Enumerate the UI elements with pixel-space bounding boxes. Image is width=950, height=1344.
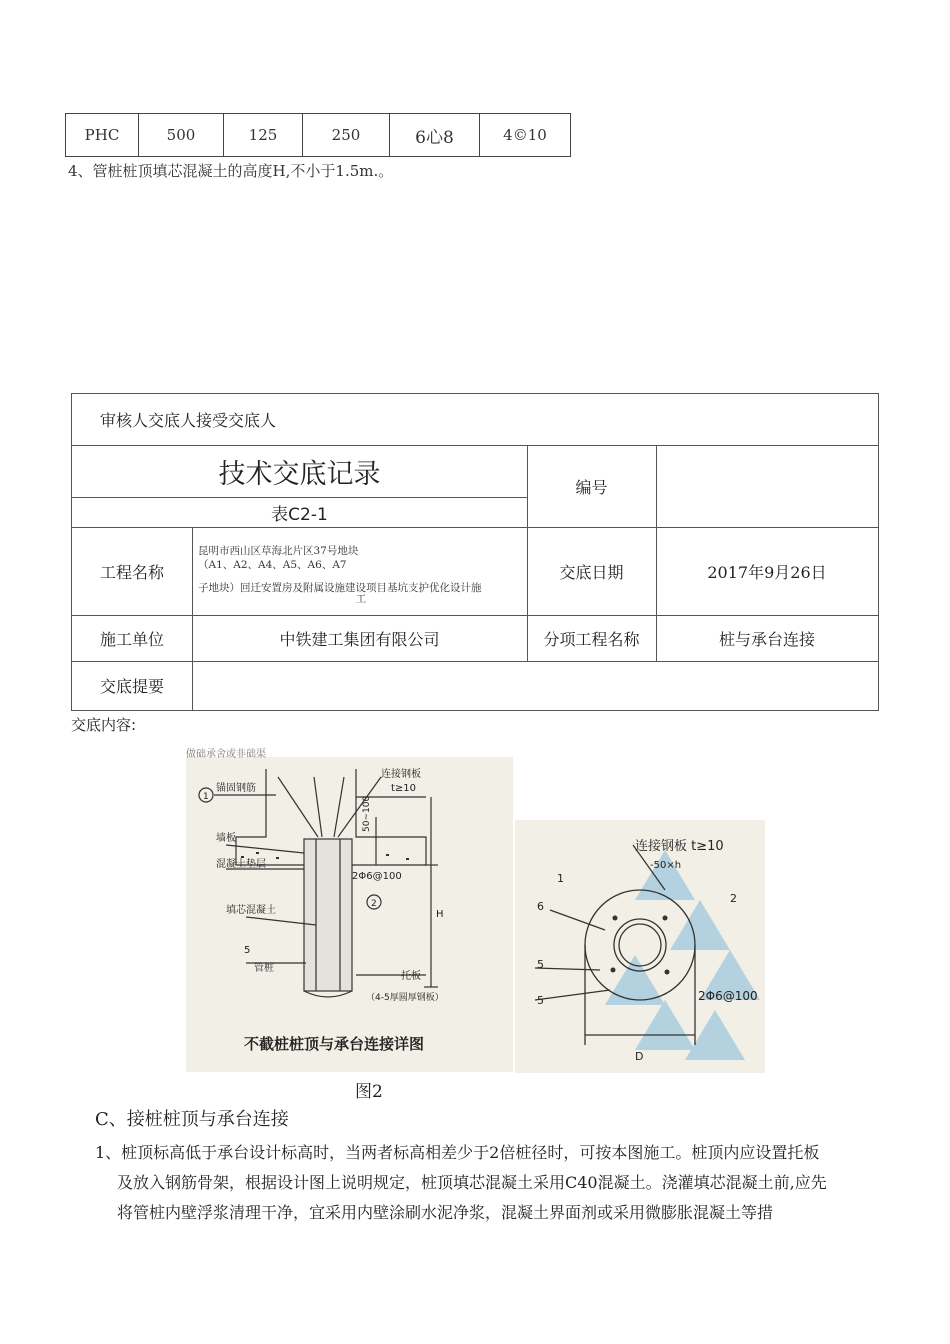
section-heading: C、接桩桩顶与承台连接 [95, 1109, 289, 1130]
pile-cap-plan-drawing [515, 820, 765, 1073]
signers-row: 审核人交底人接受交底人 [100, 411, 277, 430]
label-h: H [436, 909, 444, 920]
label-cushion: 混凝土垫层 [216, 859, 266, 870]
label-thickness: t≥10 [391, 783, 417, 794]
figure-left-caption: 不截桩桩顶与承台连接详图 [244, 1035, 425, 1053]
label-tray-spec: （4-5厚圆厚钢板） [366, 993, 444, 1003]
table-cell: 500 [139, 114, 224, 157]
label-five-b: 5 [537, 994, 544, 1007]
label-wall: 墙板 [216, 833, 236, 844]
label-plate-plan: 连接钢板 t≥10 [635, 839, 724, 854]
label-five-a: 5 [537, 958, 544, 971]
tech-disclosure-form [71, 393, 879, 711]
label-bar-plan: 2Φ6@100 [698, 989, 758, 1003]
summary-label: 交底提要 [99, 677, 164, 696]
number-value[interactable] [656, 445, 878, 527]
label-fill-concrete: 填芯混凝土 [226, 905, 276, 916]
pile-cap-detail-drawing [186, 757, 513, 1072]
svg-text:1: 1 [557, 872, 564, 885]
pile-spec-table [65, 113, 571, 157]
table-cell: 125 [224, 114, 303, 157]
svg-text:2: 2 [371, 899, 377, 909]
label-plate-size: -50×h [650, 860, 682, 871]
subitem-value: 桩与承台连接 [718, 629, 815, 649]
pile-cap-detail-figure [186, 757, 513, 1072]
label-d: D [635, 1050, 644, 1063]
fig-top-note-text: 做础承舍或非础渠 [186, 749, 266, 760]
contractor-value: 中铁建工集团有限公司 [279, 629, 440, 649]
paragraph: 1、桩顶标高低于承台设计标高时，当两者标高相差少于2倍桩径时，可按本图施工。桩顶内应设置托板 及放入钢筋骨架，根据设计图上说明规定，桩顶填芯混凝土采用C40混凝土。浇灌填芯混凝土前,应先 将管桩内壁浮浆清理干净，宜采用内壁涂刷水泥净浆，混凝土界面剂或采用微膨胀混凝土等措 [95, 1143, 827, 1222]
content-label: 交底内容: [71, 716, 137, 734]
label-bar-spec: 2Φ6@100 [352, 871, 402, 882]
table-row [66, 114, 571, 157]
project-name-label: 工程名称 [99, 562, 164, 582]
svg-text:1: 1 [203, 792, 209, 802]
figure-caption: 图2 [355, 1082, 383, 1102]
pile-cap-plan-figure [515, 820, 765, 1073]
label-five: 5 [244, 945, 251, 956]
table-cell: PHC [66, 114, 139, 157]
label-tray: 托板 [401, 971, 421, 982]
contractor-label: 施工单位 [99, 629, 164, 649]
label-anchor-bar: 锚固钢筋 [216, 783, 256, 794]
table-cell: 250 [303, 114, 390, 157]
project-name-value: 昆明市西山区草海北片区37号地块 （A1、A2、A4、A5、A6、A7 子地块）回迁安置房及附属设施建设项目基坑支护优化设计施 工 [198, 545, 482, 605]
summary-value[interactable] [192, 661, 878, 710]
form-title: 技术交底记录 [218, 458, 381, 490]
table-cell: 6心8 [390, 114, 480, 157]
number-label: 编号 [575, 477, 608, 497]
svg-text:2: 2 [730, 892, 737, 905]
form-code: 表C2-1 [271, 504, 328, 525]
label-six: 6 [537, 900, 544, 913]
table-cell: 4©10 [480, 114, 571, 157]
subitem-label: 分项工程名称 [543, 629, 640, 649]
date-value: 2017年9月26日 [707, 562, 827, 582]
label-pile: 管桩 [254, 963, 274, 974]
label-50-100: 50~100 [362, 795, 372, 832]
label-plate: 连接钢板 [381, 769, 421, 780]
note-item-4: 4、管桩桩顶填芯混凝土的高度H,不小于1.5m.。 [68, 162, 394, 180]
date-label: 交底日期 [559, 562, 624, 582]
